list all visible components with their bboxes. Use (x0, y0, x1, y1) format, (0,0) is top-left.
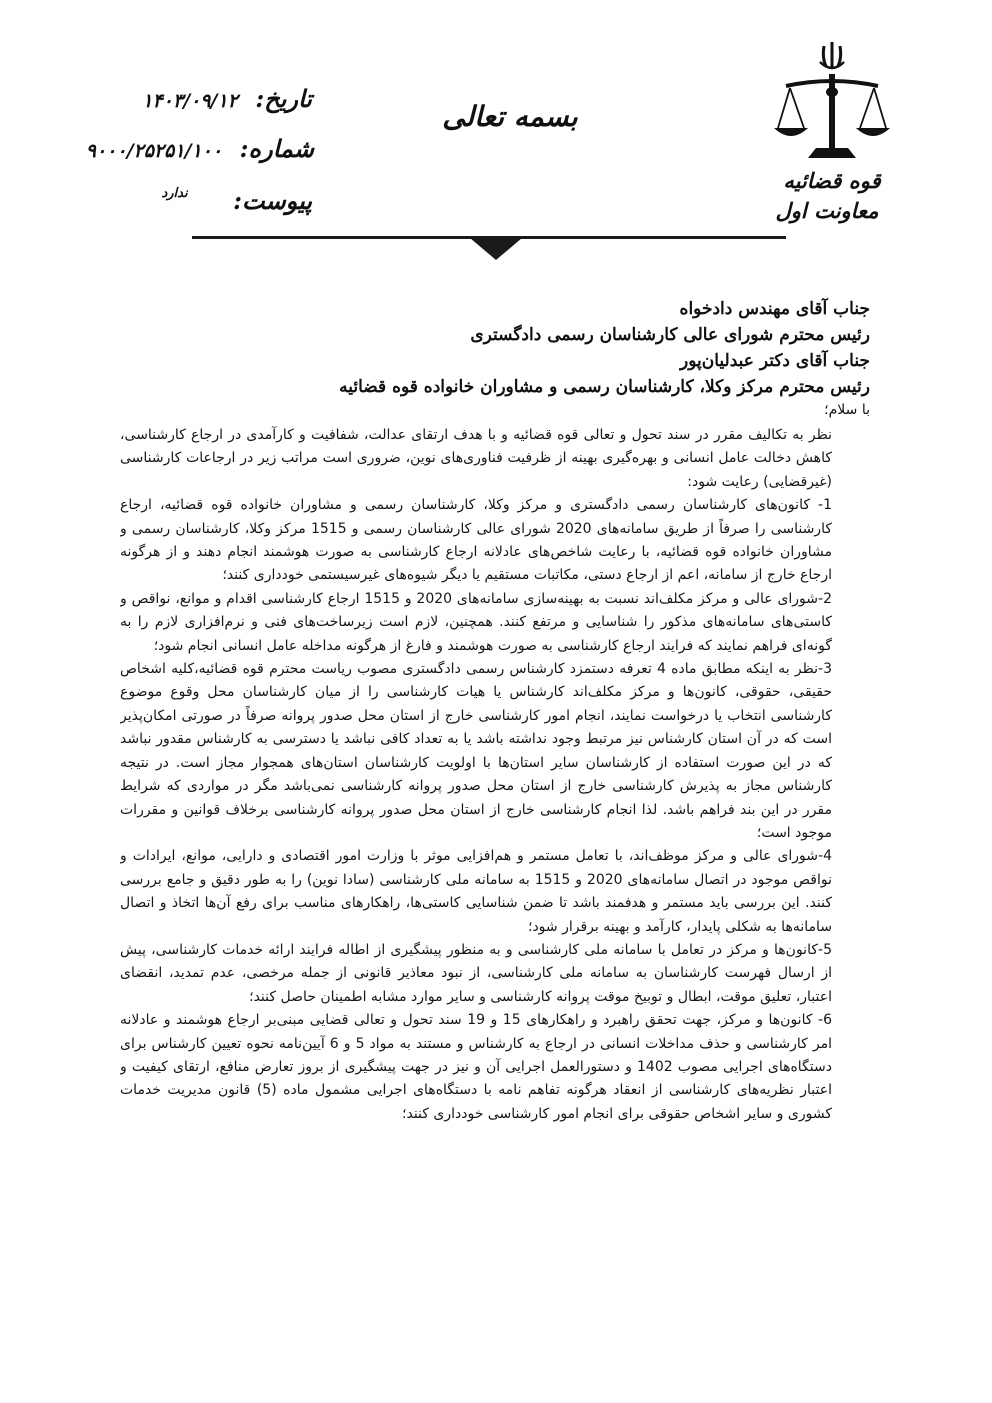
clause-4: 4-شورای عالی و مرکز موظف‌اند، با تعامل مستمر و هم‌افزایی موثر با وزارت امور اقتصادی و دارایی، موانع، ایرادات و نواقص موجود در اتصال سامانه‌های 2020 و 1515 به سامانه ملی کارشناسی (سادا نوین) را به طور دقیق و جامع بررسی کنند. این بررسی باید مستمر و هدفمند باشد تا ضمن شناسایی کاستی‌ها، راهکارهای مناسب برای رفع آن‌ها اتخاذ و اتصال سامانه‌ها به شکلی پایدار، کارآمد و بهینه برقرار شود؛ (120, 848, 832, 935)
department-name: معاونت اول (775, 198, 879, 223)
number-label: شماره: (239, 134, 314, 163)
greeting: با سلام؛ (824, 402, 870, 418)
letter-body (120, 424, 832, 1324)
clause-6: 6- کانون‌ها و مرکز، جهت تحقق راهبرد و راهکارهای 15 و 19 سند تحول و تعالی قضایی مبنی‌بر ارجاع هوشمند و عادلانه امر کارشناسی و حذف مداخلات انسانی در ارجاع به کارشناس و مستند به مواد 5 و 6 آیین‌نامه نحوه تعیین کارشناس برای دستگاه‌های اجرایی مصوب 1402 و دستورالعمل اجرایی آن و نیز در جهت پیشگیری از بروز تعارض منافع، ارتقای کیفیت و اعتبار نظریه‌های کارشناسی از انعقاد هرگونه تفاهم نامه با دستگاه‌های اجرایی مشمول ماده (5) قانون مدیریت خدمات کشوری و سایر اشخاص حقوقی برای انجام امور کارشناسی خودداری کنند؛ (120, 1012, 832, 1122)
date-label: تاریخ: (255, 84, 312, 113)
date-row (142, 84, 312, 113)
attachment-label: پیوست: (233, 186, 312, 215)
clause-1: 1- کانون‌های کارشناسان رسمی دادگستری و مرکز وکلا، کارشناسان رسمی و مشاوران خانواده قوه قضائیه، ارجاع کارشناسی را صرفاً از طریق سامانه‌های 2020 شورای عالی کارشناسان رسمی و 1515 مرکز وکلا، کارشناسان رسمی و مشاوران خانواده قوه قضائیه، با رعایت شاخص‌های عادلانه ارجاع کارشناسی به صورت هوشمند انجام دهند و از هرگونه ارجاع خارج از سامانه، اعم از ارجاع دستی، مکاتبات مستقیم یا دیگر شیوه‌های غیرسیستمی خودداری کنند؛ (120, 497, 832, 584)
attachment-value: ندارد (161, 186, 188, 201)
attachment-row (161, 186, 312, 215)
addressee-block (150, 296, 870, 400)
invocation: بسمه تعالی (442, 100, 578, 133)
addressee-line: رئیس محترم شورای عالی کارشناسان رسمی دادگستری (470, 325, 870, 345)
intro-paragraph: نظر به تکالیف مقرر در سند تحول و تعالی قوه قضائیه و با هدف ارتقای عدالت، شفافیت و کارآمدی در ارجاع کارشناسی، کاهش دخالت عامل انسانی و بهره‌گیری بهینه از ظرفیت فناوری‌های نوین، ضروری است مراتب زیر در ارجاعات کارشناسی (غیرقضایی) رعایت شود: (120, 427, 832, 490)
clause-5: 5-کانون‌ها و مرکز در تعامل با سامانه ملی کارشناسی و به منظور پیشگیری از اطاله فرایند ارائه خدمات کارشناسی، پیش از ارسال فهرست کارشناسان به سامانه ملی کارشناسی، از نبود معاذیر قانونی از جمله مرخصی، عدم تمدید، انقضای اعتبار، تعلیق موقت، ابطال و توبیخ موقت پروانه کارشناسی و سایر موارد مشابه اطمینان حاصل کنند؛ (120, 941, 832, 1005)
organization-name: قوه قضائیه (783, 168, 881, 193)
addressee-line: جناب آقای دکتر عبدلیان‌پور (680, 351, 870, 371)
addressee-line: رئیس محترم مرکز وکلا، کارشناسان رسمی و مشاوران خانواده قوه قضائیه (339, 377, 870, 397)
clause-3: 3-نظر به اینکه مطابق ماده 4 تعرفه دستمزد کارشناس رسمی دادگستری مصوب ریاست محترم قوه قضائیه،کلیه اشخاص حقیقی، حقوقی، کانون‌ها و مرکز مکلف‌اند کارشناس یا هیات کارشناسی را از میان کارشناسان محل وقوع موضوع کارشناسی انتخاب یا درخواست نمایند، انجام امور کارشناسی خارج از استان محل صدور پروانه صرفاً در صورتی امکان‌پذیر است که در آن استان کارشناس نیز مرتبط وجود نداشته باشد یا به تعداد کافی نباشد یا دسترسی به کارشناس مقدور نباشد که در این صورت استفاده از کارشناسان سایر استان‌ها با اولویت کارشناسان استان‌های همجوار مجاز است. در نتیجه کارشناس مجاز به پذیرش کارشناسی خارج از استان محل صدور پروانه کارشناسی نمی‌باشد مگر در مواردی که شرایط مقرر در این بند فراهم باشد. لذا انجام کارشناسی خارج از استان محل صدور پروانه کارشناسی برخلاف قوانین و مقررات موجود است؛ (120, 661, 832, 841)
judiciary-emblem (772, 40, 892, 170)
date-value: ۱۴۰۳/۰۹/۱۲ (142, 90, 238, 112)
number-row (86, 134, 314, 163)
scales-of-justice-icon (772, 40, 892, 170)
number-value: ۹۰۰۰/۲۵۲۵۱/۱۰۰ (85, 140, 223, 162)
clause-2: 2-شورای عالی و مرکز مکلف‌اند نسبت به بهینه‌سازی سامانه‌های 2020 و 1515 ارجاع کارشناسی اقدام و موانع، نواقص و کاستی‌های سامانه‌های مذکور را شناسایی و مرتفع کنند. همچنین، لازم است زیرساخت‌های فنی و نرم‌افزاری لازم را به گونه‌ای فراهم نمایند که فرایند ارجاع کارشناسی به صورت هوشمند و فارغ از هرگونه مداخله عامل انسانی انجام شود؛ (120, 590, 832, 654)
divider-arrow-icon (470, 238, 522, 260)
addressee-line: جناب آقای مهندس دادخواه (679, 299, 870, 319)
